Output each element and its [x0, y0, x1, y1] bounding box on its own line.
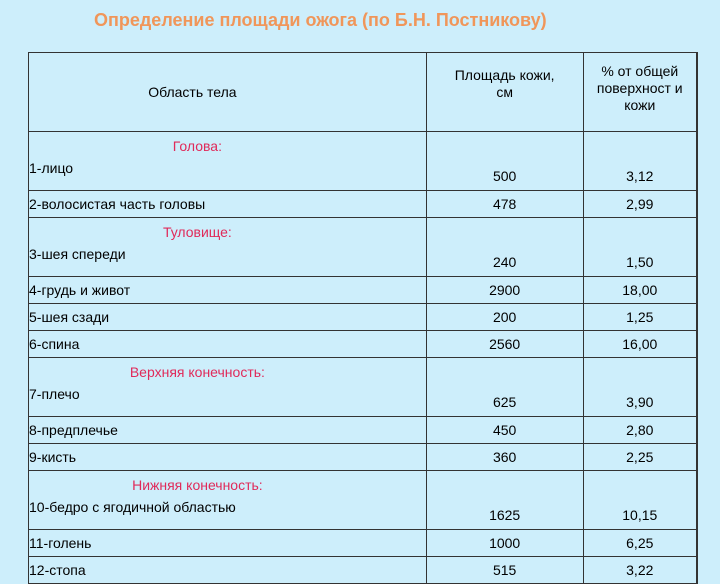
table-row [29, 471, 698, 530]
page-title: Определение площади ожога (по Б.Н. Постникову) [94, 10, 547, 30]
table-row [29, 417, 698, 444]
table-row [29, 530, 698, 557]
percent-cell: 6,25 [583, 530, 697, 557]
body-area-cell: 12-стопа [29, 557, 427, 584]
skin-area-cell: 1625 [426, 471, 583, 530]
percent-cell: 3,12 [583, 132, 697, 191]
skin-area-cell: 625 [426, 358, 583, 417]
percent-cell: 18,00 [583, 277, 697, 304]
header-area: Область тела [29, 53, 427, 132]
percent-cell: 1,25 [583, 304, 697, 331]
skin-area-cell: 200 [426, 304, 583, 331]
header-percent-label: % от общей поверхност и кожи [596, 63, 683, 113]
table-header-row [29, 53, 698, 132]
skin-area-cell: 1000 [426, 530, 583, 557]
table-row [29, 191, 698, 218]
percent-cell: 10,15 [583, 471, 697, 530]
table-row [29, 444, 698, 471]
group-title: Нижняя конечность: [132, 477, 263, 493]
skin-area-cell: 2560 [426, 331, 583, 358]
body-area-cell: 8-предплечье [29, 417, 427, 444]
skin-area-cell: 500 [426, 132, 583, 191]
body-area-cell: 6-спина [29, 331, 427, 358]
percent-cell: 2,80 [583, 417, 697, 444]
percent-cell: 3,22 [583, 557, 697, 584]
table-row [29, 331, 698, 358]
group-title: Туловище: [162, 224, 232, 240]
body-area-name: 7-плечо [29, 386, 80, 402]
table-row [29, 277, 698, 304]
body-area-cell [29, 471, 427, 530]
burn-area-table [28, 52, 698, 584]
skin-area-cell: 478 [426, 191, 583, 218]
skin-area-cell: 450 [426, 417, 583, 444]
body-area-name: 3-шея спереди [29, 246, 126, 262]
percent-cell: 3,90 [583, 358, 697, 417]
skin-area-cell: 2900 [426, 277, 583, 304]
body-area-name: 1-лицо [29, 160, 74, 176]
percent-cell: 1,50 [583, 218, 697, 277]
table-row [29, 557, 698, 584]
percent-cell: 16,00 [583, 331, 697, 358]
table-row [29, 304, 698, 331]
body-area-cell: 9-кисть [29, 444, 427, 471]
skin-area-cell: 240 [426, 218, 583, 277]
body-area-cell: 11-голень [29, 530, 427, 557]
body-area-cell [29, 358, 427, 417]
skin-area-cell: 360 [426, 444, 583, 471]
group-title: Верхняя конечность: [129, 364, 265, 380]
body-area-cell [29, 132, 427, 191]
body-area-cell: 5-шея сзади [29, 304, 427, 331]
body-area-cell: 4-грудь и живот [29, 277, 427, 304]
body-area-cell: 2-волосистая часть головы [29, 191, 427, 218]
body-area-cell [29, 218, 427, 277]
table-row [29, 358, 698, 417]
header-percent [583, 53, 697, 132]
table-row [29, 218, 698, 277]
group-title: Голова: [172, 138, 222, 154]
header-skin-area [426, 53, 583, 132]
body-area-name: 10-бедро с ягодичной областью [29, 499, 236, 515]
table-row [29, 132, 698, 191]
skin-area-cell: 515 [426, 557, 583, 584]
percent-cell: 2,25 [583, 444, 697, 471]
header-skin-area-label: Площадь кожи, см [454, 67, 555, 100]
percent-cell: 2,99 [583, 191, 697, 218]
